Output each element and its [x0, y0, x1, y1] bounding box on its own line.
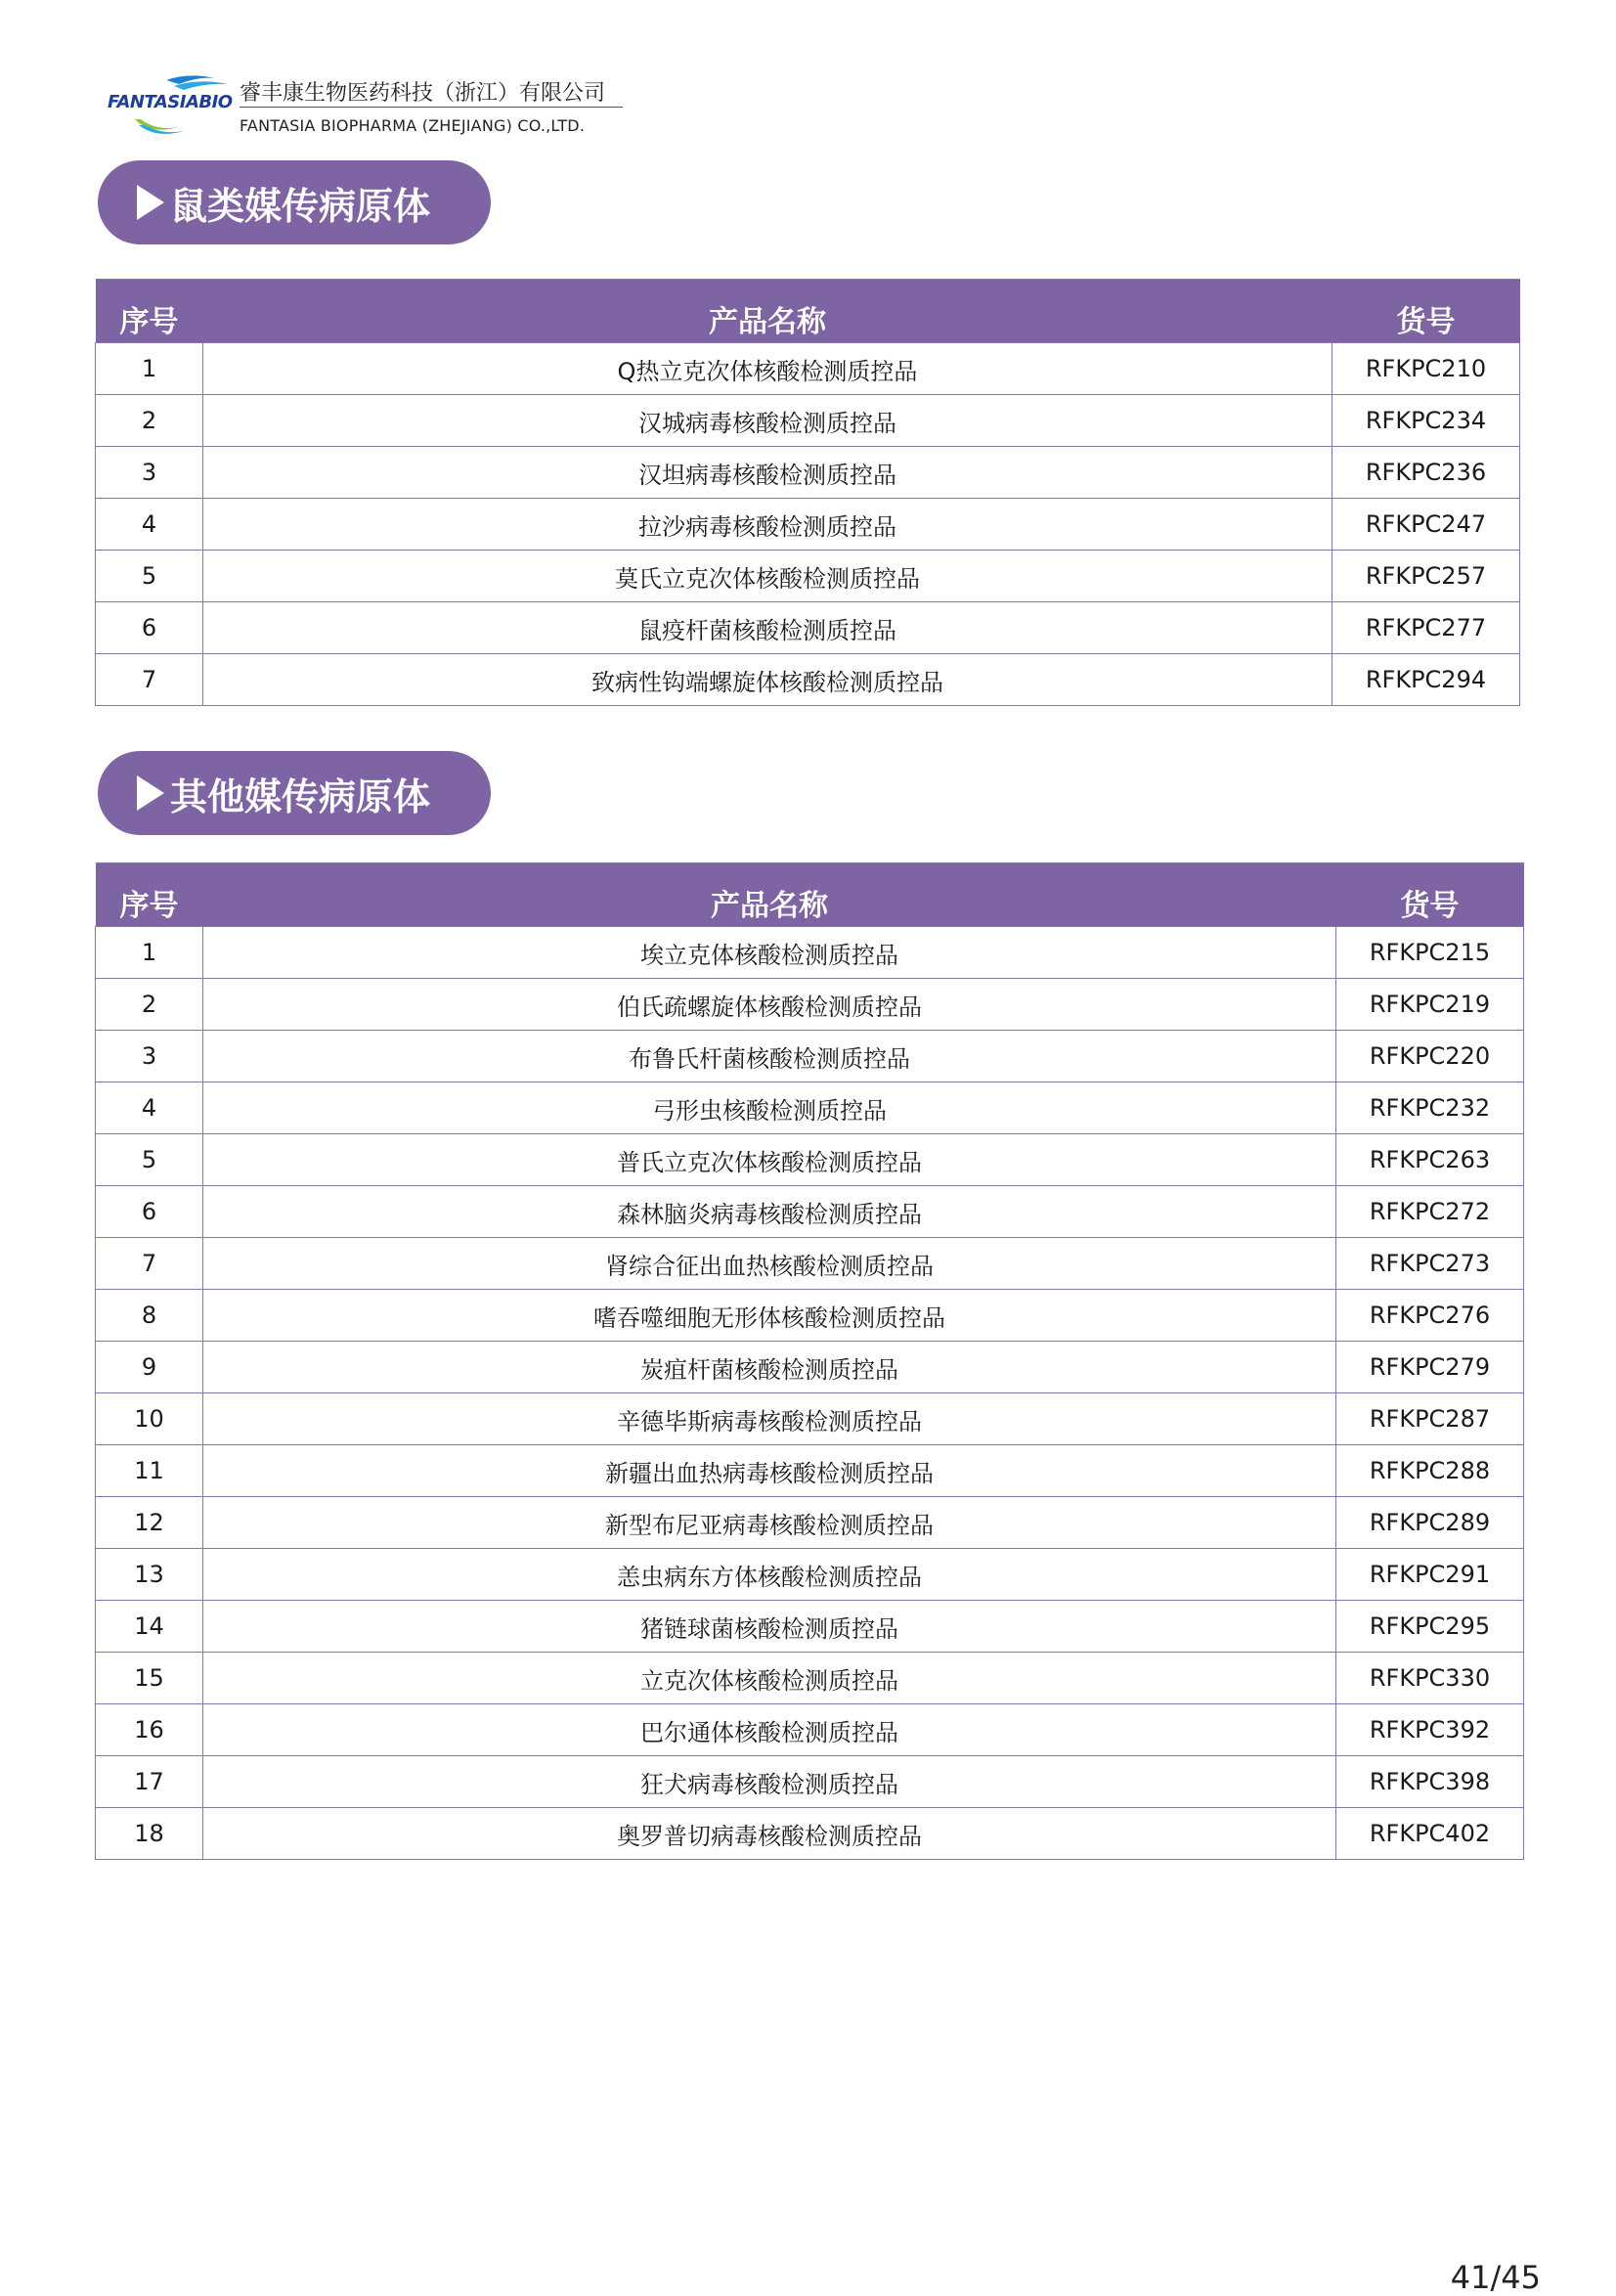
cell-seq: 10: [96, 1393, 203, 1445]
cell-name: 埃立克体核酸检测质控品: [203, 927, 1336, 979]
cell-seq: 5: [96, 551, 203, 602]
cell-name: 立克次体核酸检测质控品: [203, 1653, 1336, 1704]
cell-seq: 12: [96, 1497, 203, 1549]
table-row: [96, 1445, 1524, 1497]
cell-code: RFKPC279: [1336, 1342, 1524, 1393]
cell-code: RFKPC220: [1336, 1031, 1524, 1082]
cell-name: 炭疽杆菌核酸检测质控品: [203, 1342, 1336, 1393]
table-row: [96, 1704, 1524, 1756]
cell-seq: 17: [96, 1756, 203, 1808]
table-row: [96, 1393, 1524, 1445]
cell-name: 莫氏立克次体核酸检测质控品: [203, 551, 1332, 602]
cell-code: RFKPC272: [1336, 1186, 1524, 1238]
cell-name: 辛德毕斯病毒核酸检测质控品: [203, 1393, 1336, 1445]
play-arrow-icon: [137, 775, 164, 811]
cell-name: 巴尔通体核酸检测质控品: [203, 1704, 1336, 1756]
cell-seq: 14: [96, 1601, 203, 1653]
column-header-name: 产品名称: [203, 280, 1332, 343]
cell-code: RFKPC236: [1332, 447, 1520, 499]
cell-name: 恙虫病东方体核酸检测质控品: [203, 1549, 1336, 1601]
cell-code: RFKPC295: [1336, 1601, 1524, 1653]
cell-name: 致病性钩端螺旋体核酸检测质控品: [203, 654, 1332, 706]
cell-code: RFKPC392: [1336, 1704, 1524, 1756]
column-header-seq: 序号: [96, 280, 203, 343]
section-title-other: [98, 751, 491, 835]
cell-seq: 6: [96, 602, 203, 654]
cell-seq: 11: [96, 1445, 203, 1497]
table-row: [96, 654, 1520, 706]
cell-seq: 8: [96, 1290, 203, 1342]
logo-wordmark: FANTASIABIO: [108, 92, 233, 112]
cell-seq: 18: [96, 1808, 203, 1860]
cell-name: 拉沙病毒核酸检测质控品: [203, 499, 1332, 551]
section-title-text: 其他媒传病原体: [170, 774, 431, 818]
table-row: [96, 1342, 1524, 1393]
column-header-seq: 序号: [96, 863, 203, 927]
table-row: [96, 1549, 1524, 1601]
cell-seq: 13: [96, 1549, 203, 1601]
header-divider: [240, 107, 623, 108]
cell-code: RFKPC247: [1332, 499, 1520, 551]
section-title-text: 鼠类媒传病原体: [170, 184, 431, 228]
table-row: [96, 927, 1524, 979]
cell-name: 鼠疫杆菌核酸检测质控品: [203, 602, 1332, 654]
cell-code: RFKPC219: [1336, 979, 1524, 1031]
table-row: [96, 343, 1520, 395]
cell-name: 狂犬病毒核酸检测质控品: [203, 1756, 1336, 1808]
table-row: [96, 447, 1520, 499]
cell-code: RFKPC234: [1332, 395, 1520, 447]
cell-code: RFKPC291: [1336, 1549, 1524, 1601]
cell-seq: 4: [96, 499, 203, 551]
cell-seq: 7: [96, 1238, 203, 1290]
cell-name: 布鲁氏杆菌核酸检测质控品: [203, 1031, 1336, 1082]
cell-name: 新型布尼亚病毒核酸检测质控品: [203, 1497, 1336, 1549]
column-header-code: 货号: [1332, 280, 1520, 343]
table-row: [96, 1238, 1524, 1290]
cell-name: 奥罗普切病毒核酸检测质控品: [203, 1808, 1336, 1860]
cell-name: 伯氏疏螺旋体核酸检测质控品: [203, 979, 1336, 1031]
cell-seq: 4: [96, 1082, 203, 1134]
column-header-name: 产品名称: [203, 863, 1336, 927]
table-header-row: [96, 863, 1524, 927]
cell-name: 汉坦病毒核酸检测质控品: [203, 447, 1332, 499]
table-row: [96, 1601, 1524, 1653]
cell-code: RFKPC276: [1336, 1290, 1524, 1342]
page-number: 41/45: [1450, 2259, 1541, 2296]
table-row: [96, 1082, 1524, 1134]
cell-code: RFKPC330: [1336, 1653, 1524, 1704]
cell-code: RFKPC277: [1332, 602, 1520, 654]
cell-name: 汉城病毒核酸检测质控品: [203, 395, 1332, 447]
cell-seq: 2: [96, 979, 203, 1031]
cell-code: RFKPC289: [1336, 1497, 1524, 1549]
column-header-code: 货号: [1336, 863, 1524, 927]
cell-code: RFKPC273: [1336, 1238, 1524, 1290]
table-row: [96, 1808, 1524, 1860]
cell-seq: 6: [96, 1186, 203, 1238]
company-name-en: FANTASIA BIOPHARMA (ZHEJIANG) CO.,LTD.: [240, 116, 586, 135]
cell-name: 猪链球菌核酸检测质控品: [203, 1601, 1336, 1653]
table-row: [96, 979, 1524, 1031]
table-row: [96, 1497, 1524, 1549]
cell-seq: 1: [96, 927, 203, 979]
play-arrow-icon: [137, 185, 164, 220]
cell-seq: 7: [96, 654, 203, 706]
cell-seq: 3: [96, 1031, 203, 1082]
cell-seq: 2: [96, 395, 203, 447]
company-header: [106, 70, 633, 139]
cell-seq: 15: [96, 1653, 203, 1704]
cell-seq: 1: [96, 343, 203, 395]
product-table-rodent: [95, 279, 1520, 706]
cell-code: RFKPC257: [1332, 551, 1520, 602]
cell-name: Q热立克次体核酸检测质控品: [203, 343, 1332, 395]
cell-code: RFKPC263: [1336, 1134, 1524, 1186]
cell-code: RFKPC210: [1332, 343, 1520, 395]
cell-name: 肾综合征出血热核酸检测质控品: [203, 1238, 1336, 1290]
cell-code: RFKPC287: [1336, 1393, 1524, 1445]
product-table-other: [95, 862, 1524, 1860]
cell-code: RFKPC232: [1336, 1082, 1524, 1134]
cell-code: RFKPC398: [1336, 1756, 1524, 1808]
cell-code: RFKPC294: [1332, 654, 1520, 706]
table-row: [96, 395, 1520, 447]
table-row: [96, 1186, 1524, 1238]
cell-name: 森林脑炎病毒核酸检测质控品: [203, 1186, 1336, 1238]
cell-name: 普氏立克次体核酸检测质控品: [203, 1134, 1336, 1186]
cell-seq: 3: [96, 447, 203, 499]
cell-seq: 5: [96, 1134, 203, 1186]
section-title-rodent: [98, 160, 491, 244]
cell-code: RFKPC215: [1336, 927, 1524, 979]
table-row: [96, 1290, 1524, 1342]
table-row: [96, 551, 1520, 602]
table-row: [96, 1653, 1524, 1704]
cell-code: RFKPC288: [1336, 1445, 1524, 1497]
table-row: [96, 1756, 1524, 1808]
cell-seq: 9: [96, 1342, 203, 1393]
table-row: [96, 602, 1520, 654]
table-row: [96, 1031, 1524, 1082]
cell-name: 弓形虫核酸检测质控品: [203, 1082, 1336, 1134]
table-row: [96, 499, 1520, 551]
table-header-row: [96, 280, 1520, 343]
cell-name: 嗜吞噬细胞无形体核酸检测质控品: [203, 1290, 1336, 1342]
table-row: [96, 1134, 1524, 1186]
cell-name: 新疆出血热病毒核酸检测质控品: [203, 1445, 1336, 1497]
company-name-cn: 睿丰康生物医药科技（浙江）有限公司: [240, 81, 606, 106]
cell-seq: 16: [96, 1704, 203, 1756]
cell-code: RFKPC402: [1336, 1808, 1524, 1860]
